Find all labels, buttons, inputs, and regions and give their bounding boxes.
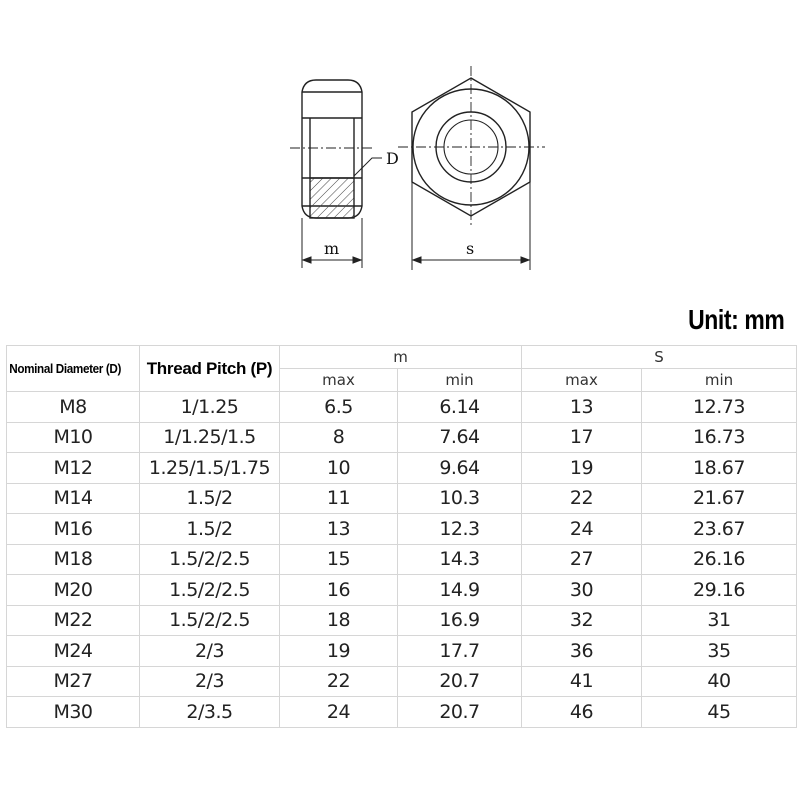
cell-pitch: 2/3 [140,666,280,697]
table-row [7,392,797,423]
dim-d-label: D [386,149,399,168]
table-row [7,483,797,514]
cell-m-min: 12.3 [398,514,522,545]
cell-pitch: 1.5/2/2.5 [140,544,280,575]
cell-pitch: 1.5/2 [140,514,280,545]
cell-s-min: 18.67 [642,453,797,484]
cell-pitch: 2/3.5 [140,697,280,728]
cell-s-min: 16.73 [642,422,797,453]
cell-s-max: 46 [522,697,642,728]
cell-s-min: 29.16 [642,575,797,606]
cell-m-max: 8 [280,422,398,453]
cell-pitch: 1.25/1.5/1.75 [140,453,280,484]
table-row [7,453,797,484]
table-row [7,514,797,545]
diameter-leader [354,158,382,176]
cell-s-min: 35 [642,636,797,667]
cell-m-min: 6.14 [398,392,522,423]
cell-s-max: 27 [522,544,642,575]
cell-s-max: 41 [522,666,642,697]
cell-nominal: M27 [7,666,140,697]
table-row [7,636,797,667]
table-row [7,422,797,453]
header-m-group: m [280,346,522,369]
cell-s-max: 30 [522,575,642,606]
cell-m-max: 16 [280,575,398,606]
cell-nominal: M8 [7,392,140,423]
cell-s-min: 26.16 [642,544,797,575]
cell-nominal: M12 [7,453,140,484]
header-s-group: S [522,346,797,369]
cell-s-min: 23.67 [642,514,797,545]
cell-s-max: 22 [522,483,642,514]
cell-s-min: 21.67 [642,483,797,514]
cell-s-max: 32 [522,605,642,636]
header-s-max: max [522,369,642,392]
cell-s-max: 13 [522,392,642,423]
cell-s-min: 12.73 [642,392,797,423]
header-m-min: min [398,369,522,392]
cell-m-max: 22 [280,666,398,697]
cell-m-max: 18 [280,605,398,636]
hex-nut-technical-drawing [0,0,800,300]
cell-m-max: 13 [280,514,398,545]
cell-nominal: M20 [7,575,140,606]
header-thread-pitch: Thread Pitch (P) [140,346,280,392]
table-row [7,544,797,575]
cell-m-max: 19 [280,636,398,667]
table-header-row [7,346,797,369]
table-row [7,697,797,728]
cell-m-min: 17.7 [398,636,522,667]
cell-m-min: 20.7 [398,697,522,728]
table-row [7,575,797,606]
cell-nominal: M24 [7,636,140,667]
cell-nominal: M30 [7,697,140,728]
cell-s-max: 24 [522,514,642,545]
header-s-min: min [642,369,797,392]
cell-nominal: M22 [7,605,140,636]
cell-nominal: M16 [7,514,140,545]
cell-nominal: M14 [7,483,140,514]
cell-pitch: 1.5/2/2.5 [140,605,280,636]
cell-m-max: 11 [280,483,398,514]
cell-s-max: 17 [522,422,642,453]
cell-pitch: 1/1.25 [140,392,280,423]
cell-m-min: 14.3 [398,544,522,575]
cell-s-min: 45 [642,697,797,728]
cell-m-min: 14.9 [398,575,522,606]
cell-nominal: M10 [7,422,140,453]
thread-section-hatch [310,178,354,218]
cell-m-min: 20.7 [398,666,522,697]
cell-pitch: 1.5/2 [140,483,280,514]
cell-m-max: 6.5 [280,392,398,423]
cell-nominal: M18 [7,544,140,575]
cell-m-max: 24 [280,697,398,728]
cell-m-min: 10.3 [398,483,522,514]
cell-s-min: 40 [642,666,797,697]
dim-s-label: s [466,239,475,258]
cell-s-max: 36 [522,636,642,667]
table-body [7,392,797,728]
nut-side-view [302,80,362,218]
table-row [7,666,797,697]
cell-s-min: 31 [642,605,797,636]
cell-m-min: 7.64 [398,422,522,453]
cell-s-max: 19 [522,453,642,484]
unit-label: Unit: mm [687,304,784,335]
nut-dimension-table [6,345,797,728]
cell-m-min: 9.64 [398,453,522,484]
cell-m-max: 15 [280,544,398,575]
table-row [7,605,797,636]
header-nominal-diameter: Nominal Diameter (D) [7,346,127,392]
cell-pitch: 1/1.25/1.5 [140,422,280,453]
cell-m-max: 10 [280,453,398,484]
header-m-max: max [280,369,398,392]
cell-pitch: 2/3 [140,636,280,667]
cell-pitch: 1.5/2/2.5 [140,575,280,606]
dim-m-label: m [324,239,340,258]
cell-m-min: 16.9 [398,605,522,636]
